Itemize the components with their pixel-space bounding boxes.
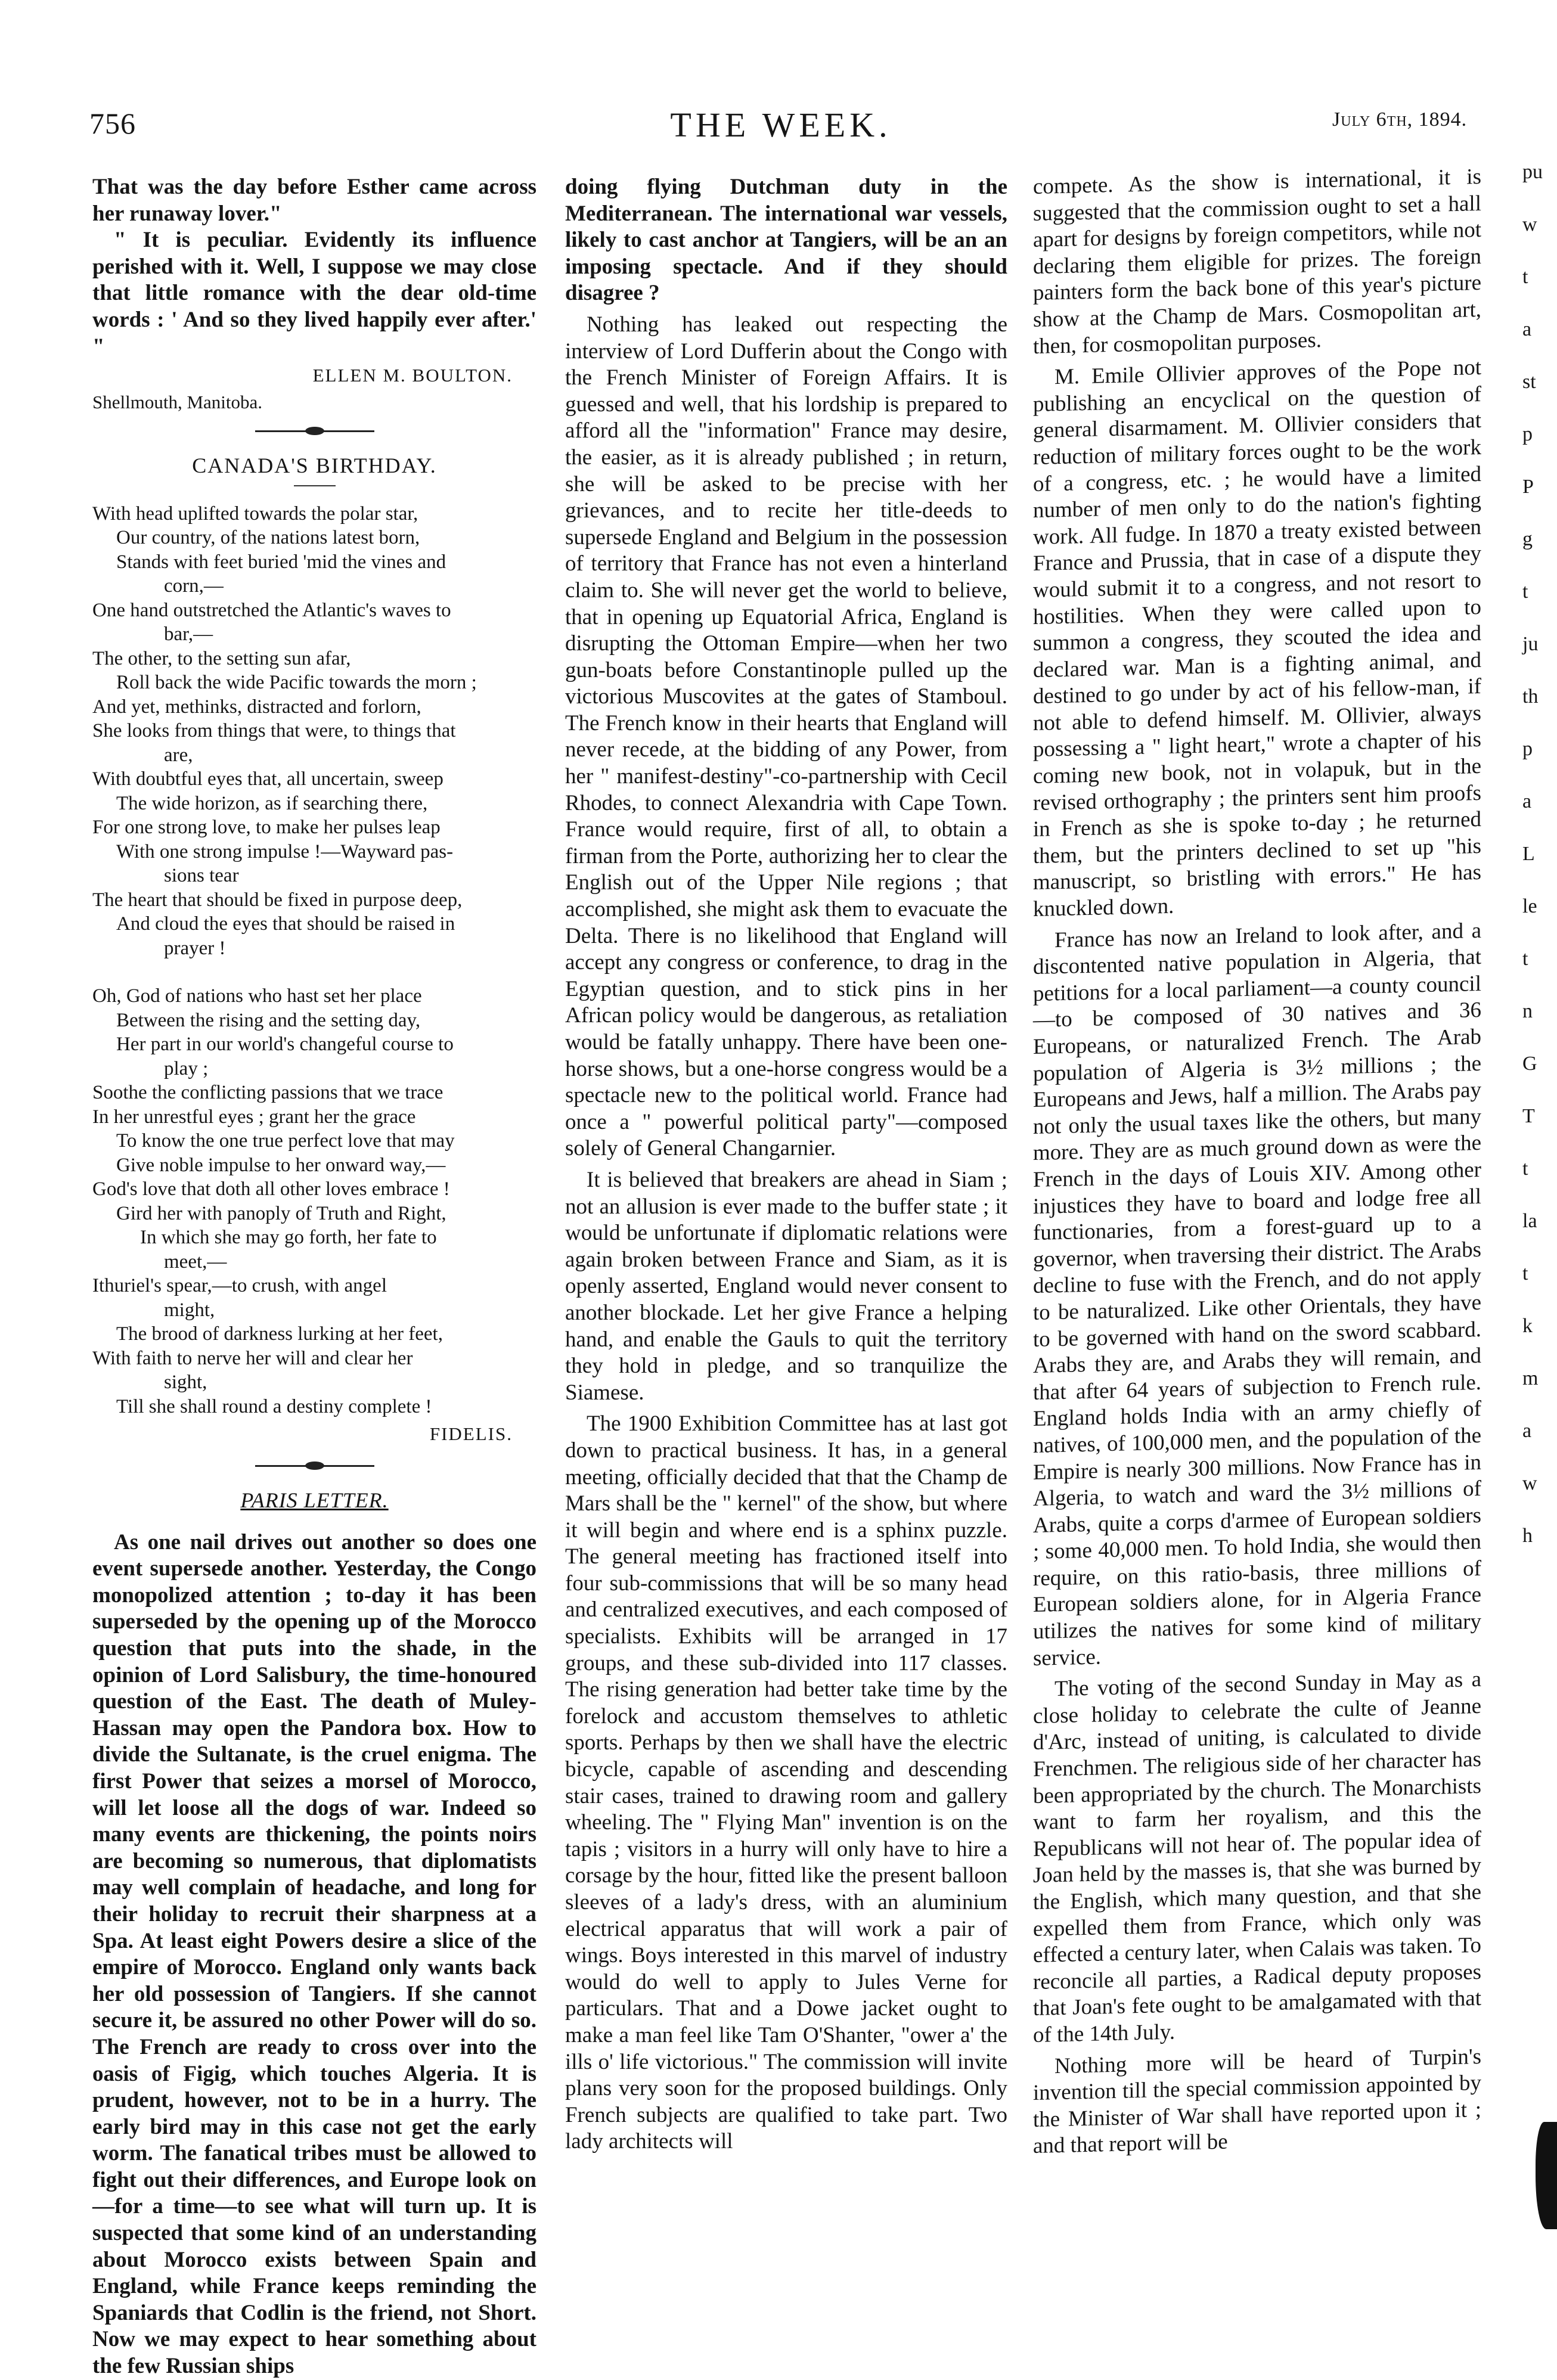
- story-end-paragraph: " It is peculiar. Evidently its influence perished with it. Well, I suppose we may close that little romance with the dear old-time words : ' And so they lived happily ever after.' ": [92, 228, 536, 359]
- article-paragraph: compete. As the show is international, it is suggested that the commission ought to set a hall apart for designs by foreign competitors, while not declaring them eligible for prizes. The foreign painters form the back bone of this year's picture show at the Champ de Mars. Cosmopolitan art, then, for cosmopolitan purposes.: [1033, 164, 1481, 359]
- poem-body: [92, 502, 536, 1419]
- article-paragraph: It is believed that breakers are ahead in Siam ; not an allusion is ever made to the buffer state ; it would be unfortunate if diplomatic relations were again broken between France and Siam, as it is openly asserted, England would never consent to another blockade. Let her give France a helping hand, and enable the Gauls to quit the territory they hold in pledge, and so tranquilize the Siamese.: [565, 1167, 1007, 1405]
- poem-line: Roll back the wide Pacific towards the morn ;: [116, 672, 477, 694]
- article-paragraph: M. Emile Ollivier approves of the Pope not publishing an encyclical on the question of general disarmament. M. Ollivier considers that reduction of military forces ought to be the work of a congress, etc. ; he would have a limited number of men only to do the nation's fighting work. All fudge. In 1870 a treaty existed between France and Prussia, that in case of a dispute they would submit it to a congress, and not resort to hostilities. When they were called upon to summon a congress, they scouted the idea and declared war. Man is a fighting animal, and destined to go under by act of his fellow-man, if not able to defend himself. M. Ollivier, always possessing a " light heart," wrote a chapter of his coming new book, not in volapuk, but in the revised orthography ; the printers sent him proofs in French as she is spoke to-day ; he returned them, but the printers declined to set up "his manuscript, so bristling with errors." He has knuckled down.: [1033, 355, 1481, 922]
- edge-fragment: w: [1522, 213, 1537, 235]
- column-3: [1033, 164, 1481, 2260]
- story-end-paragraph: That was the day before Esther came across her runaway lover.": [92, 175, 536, 226]
- column-1: [92, 174, 536, 2379]
- poem-line: In which she may go forth, her fate to: [140, 1227, 437, 1249]
- article-paragraph: France has now an Ireland to look after, and a discontented native population in Algeria, that petitions for a local parliament—a county council—to be composed of 30 natives and 36 Europeans, or naturalized French. The Arab population of Algeria is 3½ millions ; the Europeans and Jews, half a million. The Arabs pay not only the usual taxes like the others, but many more. They are as much ground down as were the French in the days of Louis XIV. Among other injustices they have to board and lodge free all functionaries, from a forest-guard up to a governor, when traversing their district. The Arabs decline to fuse with the French, and do not apply to be naturalized. Like other Orientals, they have to be governed with hand on the sword scabbard. Arabs they are, and Arabs they will remain, and that after 64 years of subjection to French rule. England holds India with an army chiefly of natives, of 100,000 men, and the population of the Empire is nearly 300 millions. Now France has in Algeria, to watch and ward the 3½ millions of Arabs, quite a corps d'armee of European soldiers ; some 40,000 men. To hold India, she would then require, on this ratio-basis, three millions of European soldiers alone, for in Algeria France utilizes the natives for some kind of military service.: [1033, 918, 1481, 1671]
- edge-fragment: T: [1522, 1105, 1535, 1127]
- poem-line: The brood of darkness lurking at her feet,: [116, 1323, 443, 1345]
- edge-fragment: L: [1522, 843, 1535, 865]
- poem-line: sight,: [164, 1371, 207, 1394]
- edge-fragment: st: [1522, 371, 1536, 393]
- story-place: Shellmouth, Manitoba.: [92, 391, 263, 412]
- poem-line: sions tear: [164, 865, 239, 887]
- edge-fragment: w: [1522, 1472, 1537, 1494]
- edge-fragment: ju: [1522, 633, 1539, 655]
- section-ornament: [255, 426, 374, 436]
- edge-fragment: n: [1522, 1000, 1533, 1022]
- article-paragraph: As one nail drives out another so does one event supersede another. Yesterday, the Congo monopolized attention ; to-day it has been superseded by the opening up of the Morocco question that puts into the shade, in the opinion of Lord Salisbury, the time-honoured question of the East. The death of Muley-Hassan may open the Pandora box. How to divide the Sultanate, is the cruel enigma. The first Power that seizes a morsel of Morocco, will let loose all the dogs of war. Indeed so many events are thickening, the points noirs are becoming so numerous, that diplomatists may well complain of headache, and long for their holiday to recruit their sharpness at a Spa. At least eight Powers desire a slice of the empire of Morocco. England only wants back her old possession of Tangiers. If she cannot secure it, be assured no other Power will do so. The French are ready to cross over into the oasis of Figig, which touches Algeria. It is prudent, however, not to be in a hurry. The early bird may in this case not get the early worm. The fanatical tribes must be allowed to fight out their differences, and Europe look on—for a time—to see what will turn up. It is suspected that some kind of an understanding about Morocco exists between Spain and England, while France keeps reminding the Spaniards that Codlin is the friend, not Short. Now we may expect to hear something about the few Russian ships: [92, 1529, 536, 2379]
- poem-line: To know the one true perfect love that may: [116, 1130, 455, 1152]
- edge-fragment: t: [1522, 581, 1528, 603]
- edge-fragment: P: [1522, 476, 1534, 498]
- issue-date: July 6th, 1894.: [1332, 108, 1468, 131]
- poem-line: corn,—: [164, 575, 224, 597]
- edge-fragment: a: [1522, 318, 1532, 340]
- adjacent-page-edge: [1518, 0, 1557, 2280]
- edge-fragment: t: [1522, 266, 1528, 288]
- poem-line: One hand outstretched the Atlantic's waves to: [92, 599, 451, 621]
- poem-line: Give noble impulse to her onward way,—: [116, 1154, 446, 1176]
- poem-line: The heart that should be fixed in purpose deep,: [92, 889, 463, 911]
- publication-title: THE WEEK.: [670, 105, 892, 144]
- poem-line: With doubtful eyes that, all uncertain, sweep: [92, 768, 443, 790]
- edge-fragment: g: [1522, 528, 1533, 550]
- section-ornament: [255, 1461, 374, 1470]
- poem-line: In her unrestful eyes ; grant her the grace: [92, 1106, 416, 1128]
- poem-line: The other, to the setting sun afar,: [92, 647, 351, 669]
- edge-fragment: la: [1522, 1210, 1537, 1232]
- poem-line: For one strong love, to make her pulses leap: [92, 817, 441, 839]
- letter-title: PARIS LETTER.: [240, 1488, 389, 1513]
- poem-line: Ithuriel's spear,—to crush, with angel: [92, 1275, 387, 1297]
- poem-line: With faith to nerve her will and clear her: [92, 1347, 413, 1369]
- poem-line: She looks from things that were, to things that: [92, 720, 456, 742]
- stanza-break: [92, 960, 536, 984]
- poem-line: bar,—: [164, 623, 213, 646]
- title-rule: [294, 485, 336, 486]
- poem-line: might,: [164, 1299, 215, 1321]
- page-number: 756: [89, 107, 136, 140]
- edge-fragment: a: [1522, 1420, 1532, 1442]
- poem-line: And cloud the eyes that should be raised in: [116, 913, 455, 935]
- edge-fragment: pu: [1522, 161, 1543, 183]
- article-paragraph: The voting of the second Sunday in May as a close holiday to celebrate the culte of Jeanne d'Arc, instead of uniting, is calculated to divide Frenchmen. The religious side of her character has been appropriated by the church. The Monarchists want to farm her royalism, and this the Republicans will not hear of. The popular idea of Joan held by the masses is, that she was burned by the English, which many question, and that she expelled them from France, which only was effected a century later, when Calais was taken. To reconcile all parties, a Radical deputy proposes that Joan's fete ought to be amalgamated with that of the 14th July.: [1033, 1667, 1481, 2047]
- article-paragraph: doing flying Dutchman duty in the Mediterranean. The international war vessels, likely to cast anchor at Tangiers, will be an an imposing spectacle. And if they should disagree ?: [565, 175, 1007, 306]
- poem-line: Gird her with panoply of Truth and Right,: [116, 1202, 446, 1224]
- column-2: [565, 174, 1007, 2260]
- poem-line: Oh, God of nations who hast set her place: [92, 985, 422, 1007]
- poem-line: Stands with feet buried 'mid the vines and: [116, 551, 446, 573]
- story-signature: ELLEN M. BOULTON.: [312, 365, 513, 386]
- poem-line: play ;: [164, 1057, 209, 1079]
- poem-signature: FIDELIS.: [429, 1423, 513, 1445]
- edge-fragment: k: [1522, 1315, 1533, 1337]
- poem-line: Soothe the conflicting passions that we trace: [92, 1082, 443, 1104]
- edge-fragment: m: [1522, 1367, 1539, 1389]
- edge-fragment: t: [1522, 1158, 1528, 1180]
- column-3-text: [1033, 164, 1481, 2160]
- edge-fragment: a: [1522, 790, 1532, 812]
- poem-line: Between the rising and the setting day,: [116, 1009, 421, 1031]
- edge-fragment: G: [1522, 1053, 1537, 1075]
- poem-line: With head uplifted towards the polar star,: [92, 502, 418, 525]
- article-paragraph: The 1900 Exhibition Committee has at last got down to practical business. It has, in a general meeting, officially decided that that the Champ de Mars shall be the " kernel" of the show, but where it will begin and where end is a sphinx puzzle. The general meeting has fractioned itself into four sub-commissions that will be so many head and centralized executives, and each composed of specialists. Exhibits will be arranged in 17 groups, and these sub-divided into 117 classes. The rising generation had better take time by the forelock and accustom themselves to athletic sports. Perhaps by then we shall have the electric bicycle, capable of ascending and descending stair cases, trained to drawing room and gallery wheeling. The " Flying Man" invention is on the tapis ; visitors in a hurry will only have to hire a corsage by the hour, fitted like the present balloon sleeves of a lady's dress, with an aluminium electrical apparatus that will work a pair of wings. Boys interested in this marvel of industry would do well to apply to Jules Verne for particulars. That and a Dowe jacket ought to make a man feel like Tam O'Shanter, "ower a' the ills o' life victorious." The commission will invite plans very soon for the proposed buildings. Only French subjects are qualified to take part. Two lady architects will: [565, 1411, 1007, 2154]
- poem-line: Her part in our world's changeful course to: [116, 1034, 454, 1056]
- edge-fragment: h: [1522, 1525, 1533, 1547]
- article-paragraph: Nothing has leaked out respecting the interview of Lord Dufferin about the Congo with the French Minister of Foreign Affairs. It is guessed and well, that his lordship is prepared to afford all the "information" France may desire, the easier, as it is already published ; in return, she will be asked to be precise with her grievances, and to recite her title-deeds to supersede England and Belgium in the possession of territory that France has not even a hinterland claim to. She will never get the world to believe, that in opening up Equatorial Africa, England is disrupting the Ottoman Empire—when her two gun-boats before Constantinople pulled up the victorious Muscovites at the gates of Stamboul. The French know in their hearts that England will never recede, at the bidding of any Power, from her " manifest-destiny"-co-partnership with Cecil Rhodes, to connect Alexandria with Cape Town. France would require, first of all, to obtain a firman from the Porte, authorizing her to clear the English out of the Upper Nile regions ; that accomplished, she might ask them to evacuate the Delta. There is no likelihood that England will accept any congress or conference, to drag in the Egyptian question, and to stick pins in her African policy would be dangerous, as retaliation would be fatally unhappy. There have been one-horse shows, but a one-horse congress would be a spectacle new to the political world. France had once a " powerful political party"—composed solely of General Changarnier.: [565, 312, 1007, 1161]
- edge-fragment: th: [1522, 685, 1539, 708]
- ink-blot: [1536, 2122, 1557, 2229]
- poem-line: are,: [164, 744, 193, 766]
- poem-line: God's love that doth all other loves embrace !: [92, 1178, 450, 1200]
- poem-line: Till she shall round a destiny complete !: [116, 1395, 432, 1417]
- edge-fragment: t: [1522, 1262, 1528, 1284]
- poem-line: prayer !: [164, 937, 226, 959]
- poem-line: And yet, methinks, distracted and forlorn,: [92, 696, 421, 718]
- article-paragraph: Nothing more will be heard of Turpin's invention till the special commission appointed by the Minister of War shall have reported upon it ; and that report will be: [1033, 2044, 1481, 2159]
- edge-fragment: le: [1522, 895, 1537, 917]
- edge-fragment: p: [1522, 423, 1533, 445]
- poem-line: meet,—: [164, 1250, 227, 1273]
- poem-title: CANADA'S BIRTHDAY.: [192, 454, 437, 478]
- edge-fragment: t: [1522, 948, 1528, 970]
- poem-line: Our country, of the nations latest born,: [116, 527, 420, 549]
- poem-line: With one strong impulse !—Wayward pas-: [116, 840, 454, 862]
- edge-fragment: p: [1522, 738, 1533, 760]
- poem-line: The wide horizon, as if searching there,: [116, 792, 428, 814]
